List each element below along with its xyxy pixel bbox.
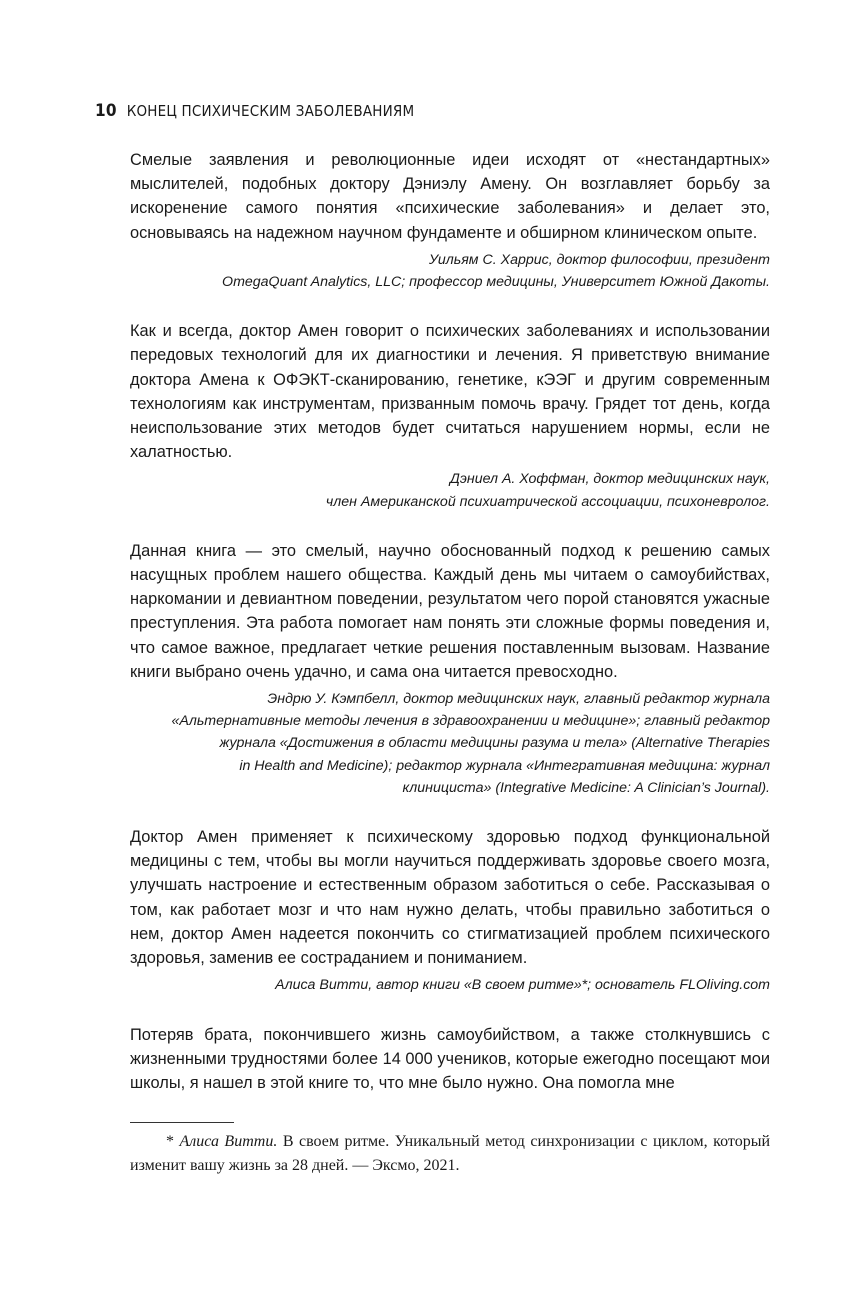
attribution-line: Уильям С. Харрис, доктор философии, президент — [428, 251, 770, 268]
page-content — [130, 148, 770, 1121]
quote-continued — [130, 1023, 770, 1096]
running-header — [95, 101, 414, 121]
footnote-author: Алиса Витти. — [179, 1133, 278, 1150]
quote-text: Данная книга — это смелый, научно обоснованный подход к решению самых насущных проблем нашего общества. Каждый день мы читаем о самоубийствах, наркомании и девиантном поведении, результатом чего порой становятся ужасные преступления. Эта работа помогает нам понять эти сложные формы поведения и, что самое важное, предлагает четкие решения поставленным вызовам. Название книги выбрано очень удачно, и сама она читается превосходно. — [130, 541, 770, 681]
attribution-line: Дэниел А. Хоффман, доктор медицинских наук, — [449, 471, 770, 488]
quote-hoffman — [130, 319, 770, 513]
attribution-line: член Американской психиатрической ассоциации, психоневролог. — [325, 493, 770, 510]
quote-attribution — [130, 249, 770, 293]
running-title: КОНЕЦ ПСИХИЧЕСКИМ ЗАБОЛЕВАНИЯМ — [126, 102, 415, 120]
quote-text: Смелые заявления и революционные идеи исходят от «нестандартных» мыслителей, подобных доктору Дэниэлу Амену. Он возглавляет борьбу за искоренение самого понятия «психические заболевания» и делает это, основываясь на надежном научном фундаменте и обширном клиническом опыте. — [130, 151, 770, 242]
page-number: 10 — [95, 101, 117, 121]
footnote-text: В своем ритме. Уникальный метод синхронизации с циклом, который изменит вашу жизнь за 28 дней. — Эксмо, 2021. — [130, 1133, 771, 1174]
attribution-line: «Альтернативные методы лечения в здравоохранении и медицине»; главный редактор — [171, 713, 770, 730]
quote-text: Доктор Амен применяет к психическому здоровью подход функциональной медицины с тем, чтобы вы могли научиться поддерживать здоровье своего мозга, улучшать настроение и естественным образом заботиться о себе. Рассказывая о том, как работает мозг и что нам нужно делать, чтобы правильно заботиться о нем, доктор Амен надеется покончить со стигматизацией проблем психического здоровья, заменив ее состраданием и пониманием. — [130, 828, 770, 968]
footnote — [130, 1130, 770, 1178]
quote-vitti — [130, 825, 770, 996]
quote-text: Как и всегда, доктор Амен говорит о психических заболеваниях и использовании передовых технологий для их диагностики и лечения. Я приветствую внимание доктора Амена к ОФЭКТ-сканированию, генетике, кЭЭГ и другим современным технологиям как инструментам, призванным помочь врачу. Грядет тот день, когда неиспользование этих методов будет считаться нарушением нормы, если не халатностью. — [130, 322, 770, 462]
quote-attribution — [130, 688, 770, 799]
attribution-line: Алиса Витти, автор книги «В своем ритме»*; основатель FLOliving.com — [275, 977, 770, 994]
footnote-marker: * — [166, 1133, 174, 1150]
footnote-divider — [130, 1122, 234, 1123]
attribution-line: OmegaQuant Analytics, LLC; профессор медицины, Университет Южной Дакоты. — [222, 274, 770, 291]
attribution-line: Эндрю У. Кэмпбелл, доктор медицинских наук, главный редактор журнала — [267, 691, 770, 708]
attribution-line: in Health and Medicine); редактор журнала «Интегративная медицина: журнал — [239, 757, 770, 774]
quote-text: Потеряв брата, покончившего жизнь самоубийством, а также столкнувшись с жизненными трудностями более 14 000 учеников, которые ежегодно посещают мои школы, я нашел в этой книге то, что мне было нужно. Она помогла мне — [130, 1025, 770, 1092]
quote-campbell — [130, 539, 770, 799]
quote-harris — [130, 148, 770, 293]
quote-attribution — [130, 974, 770, 996]
attribution-line: клинициста» (Integrative Medicine: A Clinician’s Journal). — [402, 779, 770, 796]
attribution-line: журнала «Достижения в области медицины разума и тела» (Alternative Therapies — [219, 735, 770, 752]
quote-attribution — [130, 468, 770, 512]
